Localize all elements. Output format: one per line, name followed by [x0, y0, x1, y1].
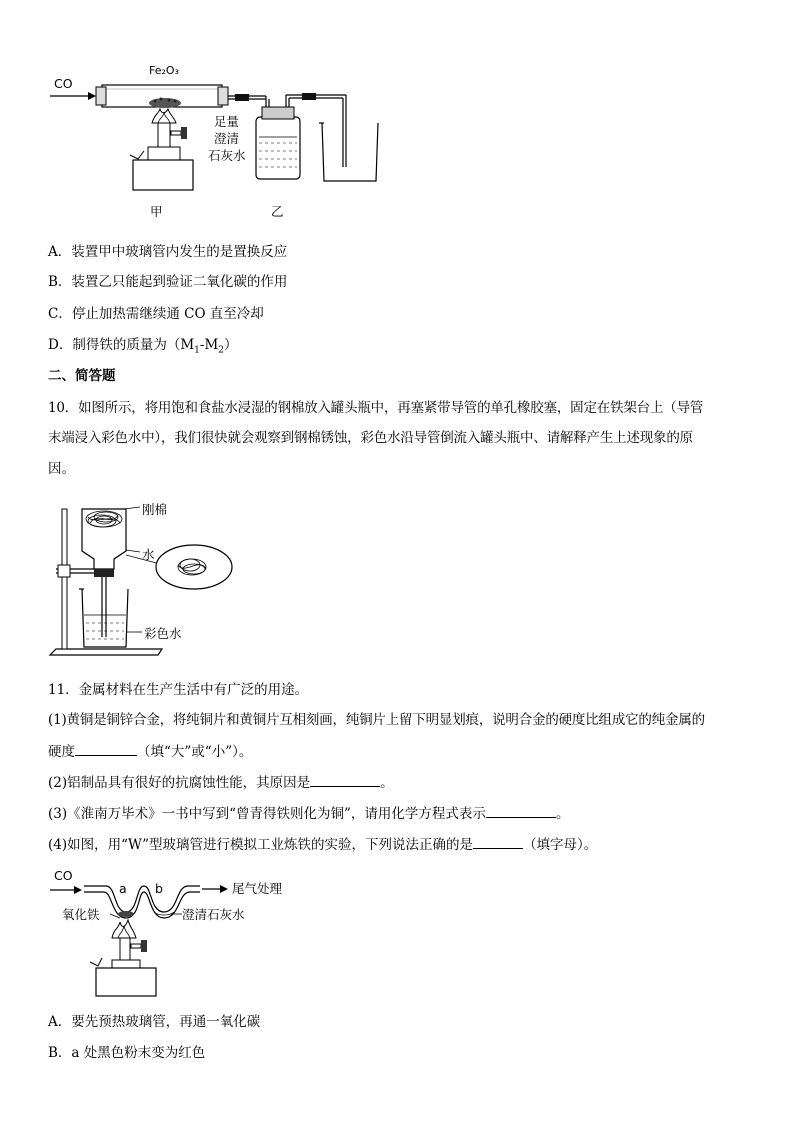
- part4-answer-blank[interactable]: [473, 834, 523, 849]
- option-d-prefix: D．制得铁的质量为（M: [48, 337, 195, 353]
- steel-wool-label: 刚棉: [142, 502, 168, 517]
- option-d-sub1: 1: [194, 345, 200, 356]
- q11-part1-line2: [48, 741, 252, 762]
- fe2o3-label: Fe₂O₃: [149, 64, 179, 77]
- q11-part2: [48, 772, 394, 793]
- q11-option-b: B．a 处黑色粉末变为红色: [48, 1045, 206, 1061]
- iron-oxide-label: 氧化铁: [62, 907, 100, 922]
- q9-option-c: C．停止加热需继续通 CO 直至冷却: [48, 306, 264, 322]
- exhaust-label: 尾气处理: [232, 881, 283, 896]
- label-jia: 甲: [150, 204, 163, 219]
- q9-option-a: A．装置甲中玻璃管内发生的是置换反应: [48, 244, 288, 260]
- q11-stem: 11．金属材料在生产生活中有广泛的用途。: [48, 682, 309, 698]
- q11-part4: [48, 834, 597, 855]
- option-d-suffix: ）: [224, 337, 238, 353]
- point-a-label: a: [119, 881, 127, 896]
- w-co-label: CO: [54, 868, 73, 883]
- part1-text-b: （填“大”或“小”）。: [137, 744, 253, 760]
- q10-line-3: 因。: [48, 461, 75, 477]
- part1-answer-blank[interactable]: [75, 741, 137, 756]
- part3-text-b: 。: [555, 806, 570, 822]
- part3-text-a: (3)《淮南万毕术》一书中写到“曾青得铁则化为铜”，请用化学方程式表示: [48, 806, 486, 822]
- co-inlet-label: CO: [54, 76, 73, 91]
- limewater-label-3: 石灰水: [208, 148, 246, 163]
- q11-part3: [48, 803, 569, 824]
- q10-line-1: 10．如图所示，将用饱和食盐水浸湿的钢棉放入罐头瓶中，再塞紧带导管的单孔橡胶塞，固定在铁架台上（导管: [48, 400, 704, 416]
- q9-option-d: [48, 335, 238, 361]
- option-d-sub2: 2: [218, 345, 225, 356]
- part3-answer-blank[interactable]: [486, 803, 556, 818]
- part2-answer-blank[interactable]: [310, 772, 380, 787]
- point-b-label: b: [155, 881, 163, 896]
- colored-water-label: 彩色水: [144, 626, 182, 641]
- limewater-label: 澄清石灰水: [182, 907, 245, 922]
- limewater-label-2: 澄清: [214, 131, 240, 146]
- part1-text-a: 硬度: [48, 744, 75, 760]
- q11-option-a: A．要先预热玻璃管，再通一氧化碳: [48, 1014, 261, 1030]
- part4-text-b: （填字母）。: [523, 837, 598, 853]
- limewater-label-1: 足量: [214, 114, 240, 129]
- section-title: 二、简答题: [48, 368, 116, 384]
- q10-line-2: 末端浸入彩色水中），我们很快就会观察到钢棉锈蚀，彩色水沿导管倒流入罐头瓶中、请解释产生上述现象的原: [48, 430, 693, 446]
- water-label: 水: [142, 547, 155, 562]
- label-yi: 乙: [271, 204, 284, 219]
- part2-text-b: 。: [380, 775, 394, 791]
- part4-text-a: (4)如图，用“W”型玻璃管进行模拟工业炼铁的实验，下列说法正确的是: [48, 837, 474, 853]
- q11-part1-line1: (1)黄铜是铜锌合金，将纯铜片和黄铜片互相刻画，纯铜片上留下明显划痕，说明合金的硬度比组成它的纯金属的: [48, 712, 705, 728]
- part2-text-a: (2)铝制品具有很好的抗腐蚀性能，其原因是: [48, 775, 311, 791]
- option-d-mid: -M: [199, 337, 219, 353]
- q9-option-b: B．装置乙只能起到验证二氧化碳的作用: [48, 274, 288, 290]
